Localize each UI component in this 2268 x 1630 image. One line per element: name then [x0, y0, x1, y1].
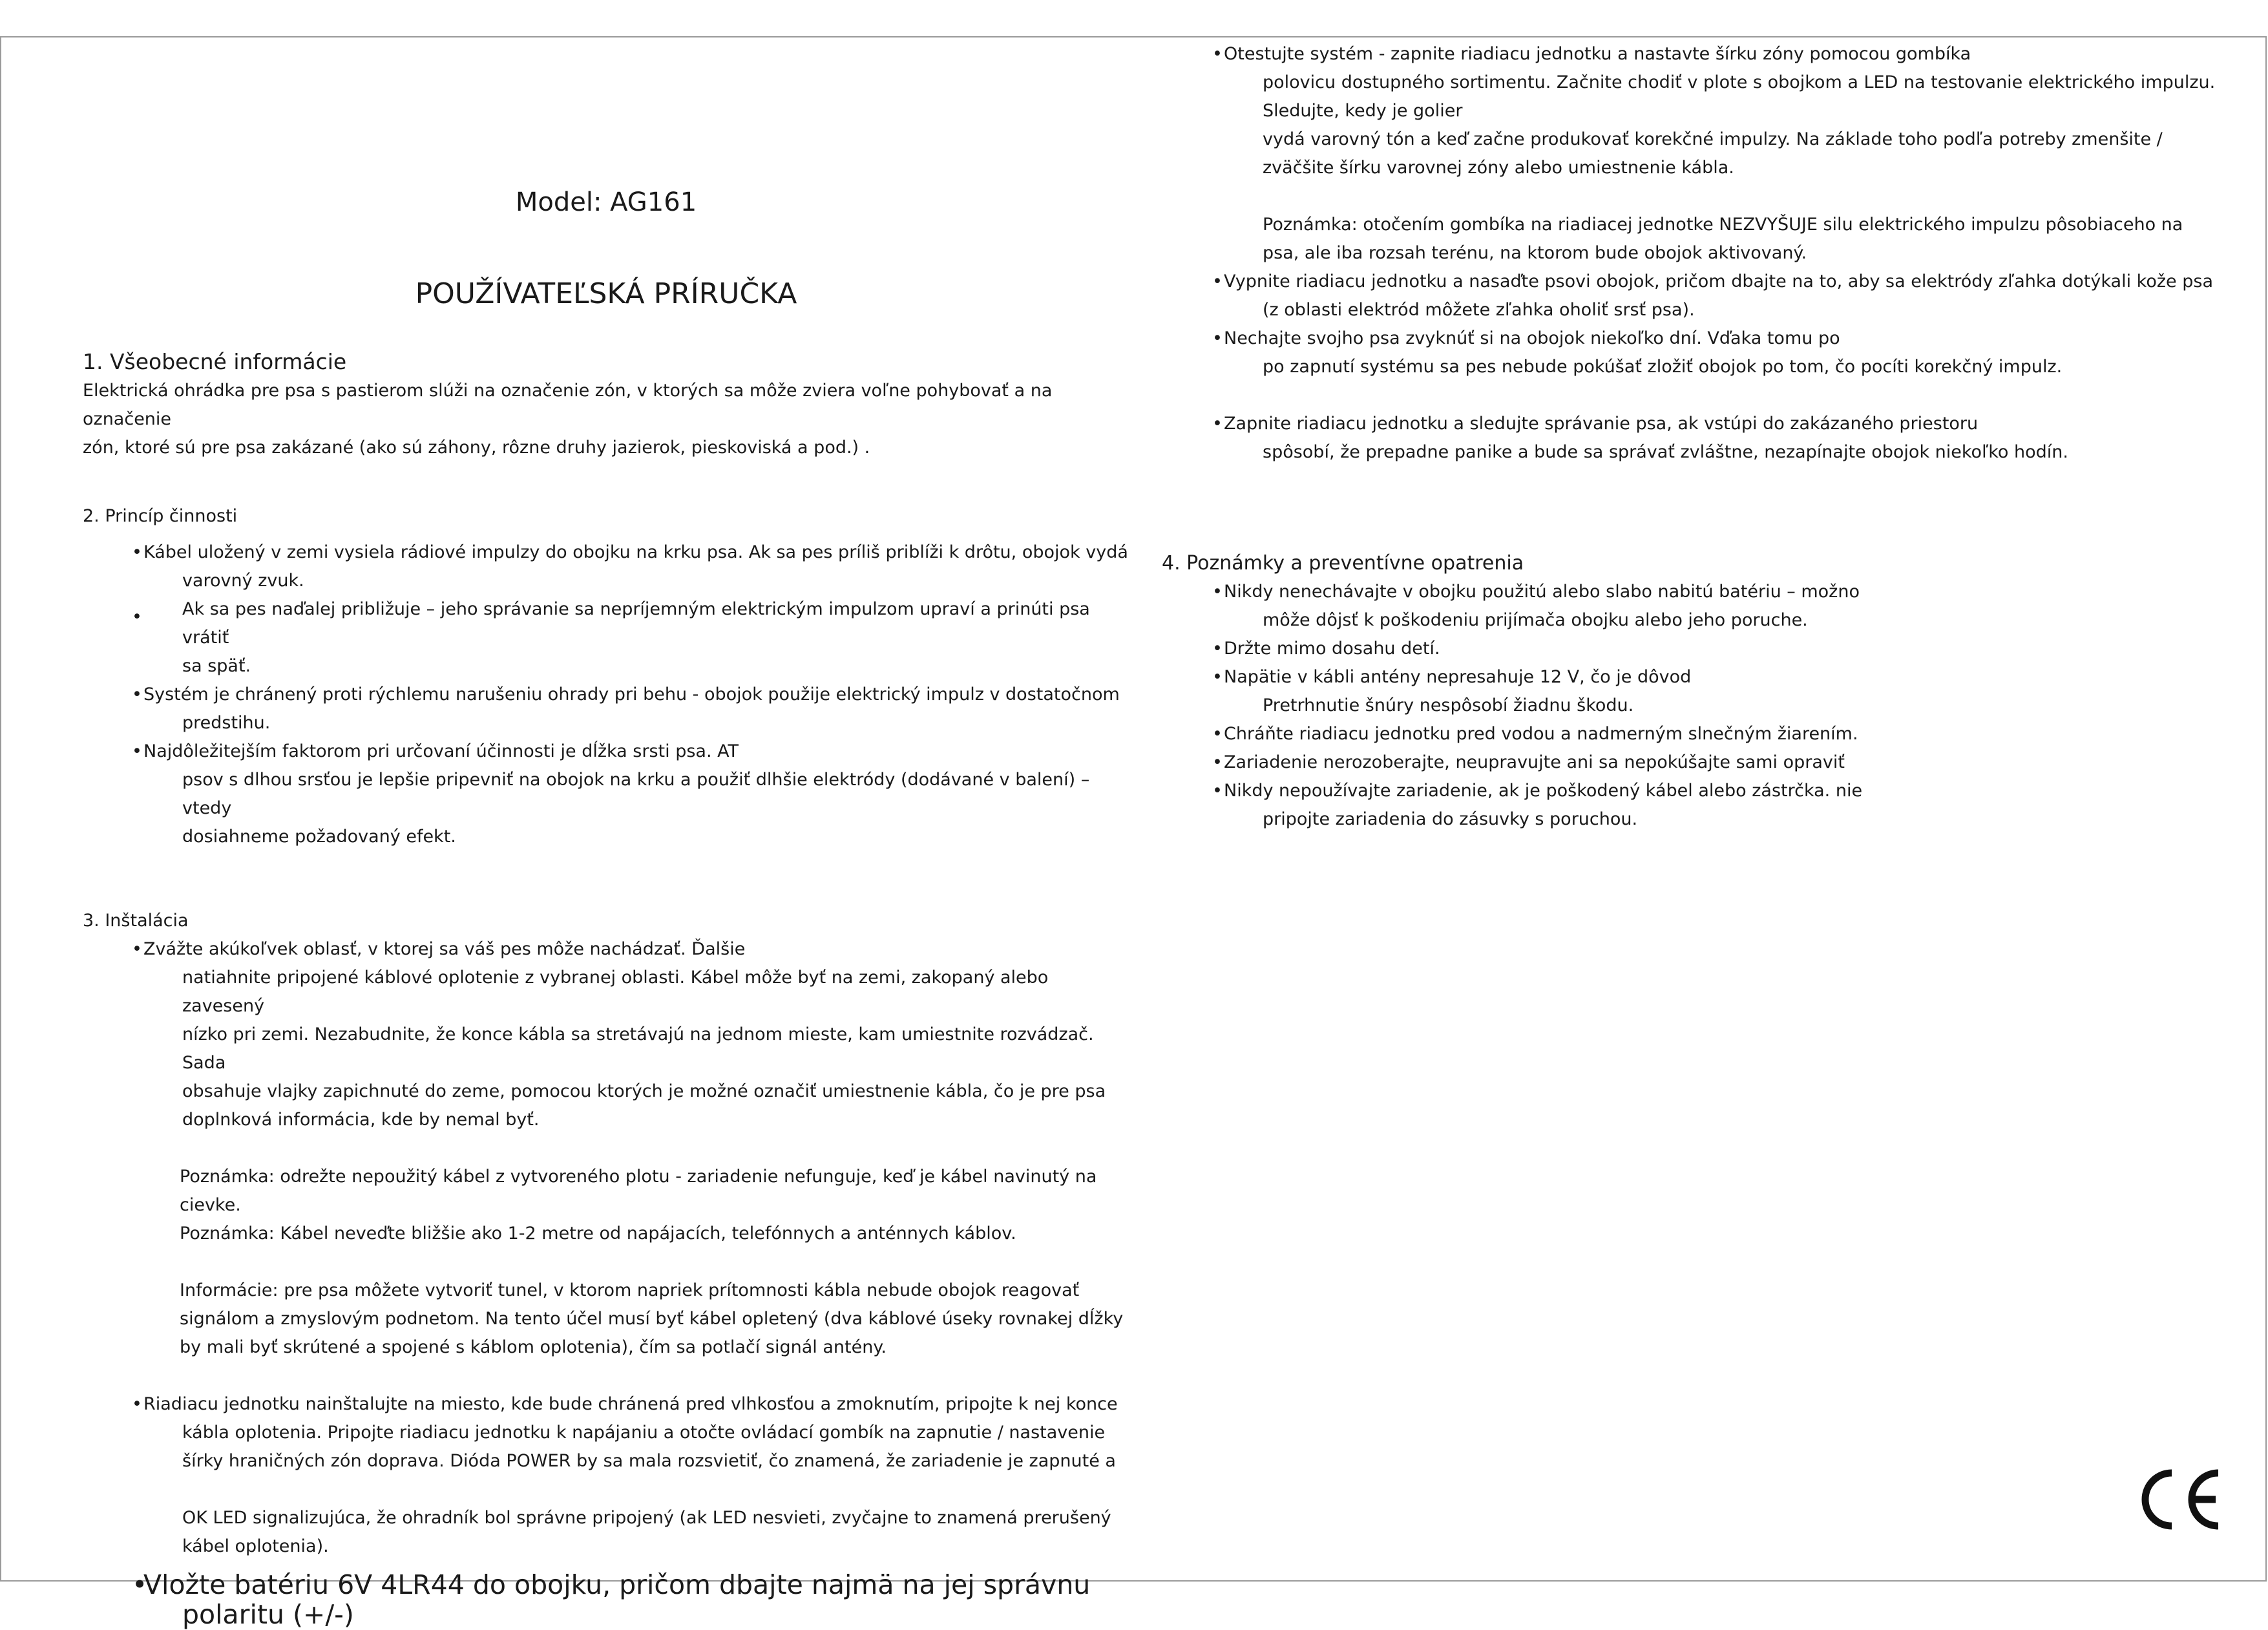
list-item: • Ak sa pes naďalej približuje – jeho správanie sa nepríjemným elektrickým impulzom upraví a prinúti psa vrátiť sa späť. — [132, 599, 1090, 676]
bullet-icon: • — [132, 684, 142, 704]
list-item: • Napätie v kábli antény nepresahuje 12 V, čo je dôvod Pretrhnutie šnúry nespôsobí žiadnu škodu. — [1163, 663, 2236, 720]
bullet-icon: • — [1212, 582, 1223, 602]
bullet-icon: • — [132, 1394, 142, 1414]
bullet-icon: • — [1212, 639, 1223, 659]
list-item: • Vypnite riadiacu jednotku a nasaďte psovi obojok, pričom dbajte na to, aby sa elektródy zľahka dotýkali kože psa (z oblasti elektród môžete zľahka oholiť srsť psa). — [1163, 268, 2236, 324]
note-line: Poznámka: Kábel neveďte bližšie ako 1-2 metre od napájacích, telefónnych a anténnych káblov. — [180, 1223, 1016, 1244]
section-2-heading: 2. Princíp činnosti — [83, 506, 238, 526]
section-1-heading: 1. Všeobecné informácie — [83, 349, 347, 374]
bullet-icon: • — [132, 542, 142, 562]
list-item: • Nikdy nepoužívajte zariadenie, ak je poškodený kábel alebo zástrčka. nie pripojte zariadenia do zásuvky s poruchou. — [1163, 777, 2236, 834]
list-item: • Vložte batériu 6V 4LR44 do obojku, pričom dbajte najmä na jej správnu polaritu (+/-) — [132, 1569, 1091, 1630]
bullet-icon: • — [1212, 271, 1223, 291]
list-item: • Zapnite riadiacu jednotku a sledujte správanie psa, ak vstúpi do zakázaného priestoru spôsobí, že prepadne panike a bude sa správať zvláštne, nezapínajte obojok niekoľko hodín. — [1163, 410, 2236, 467]
section-4-heading: 4. Poznámky a preventívne opatrenia — [1162, 552, 1524, 575]
bullet-icon: • — [1212, 667, 1223, 687]
list-item: • Nechajte svojho psa zvyknúť si na obojok niekoľko dní. Vďaka tomu po po zapnutí systému sa pes nebude pokúšať zložiť obojok po tom, čo pocíti korekčný impulz. — [1163, 324, 2236, 381]
note-line: Poznámka: odrežte nepoužitý kábel z vytvoreného plotu - zariadenie nefunguje, keď je kábel navinutý na — [180, 1167, 1097, 1187]
note-line: Poznámka: otočením gombíka na riadiacej jednotke NEZVYŠUJE silu elektrického impulzu pôsobiaceho na — [1263, 215, 2183, 235]
list-item: • Chráňte riadiacu jednotku pred vodou a nadmerným slnečným žiarením. — [1163, 720, 2236, 748]
bullet-icon: • — [1212, 414, 1223, 434]
bullet-icon: • — [132, 741, 142, 761]
bullet-icon: • — [132, 939, 142, 959]
list-item: • Riadiacu jednotku nainštalujte na miesto, kde bude chránená pred vlhkosťou a zmoknutím, pripojte k nej konce kábla oplotenia. Pripojte riadiacu jednotku k napájaniu a otočte ovládací gombík na zapnutie / nastavenie šírky hraničných zón doprava. Dióda POWER by sa mala rozsvietiť, čo znamená, že zariadenie je zapnuté a OK LED signalizujúca, že ohradník bol správne pripojený (ak LED nesvieti, zvyčajne to znamená prerušený kábel oplotenia). — [83, 1390, 1129, 1561]
note-line: cievke. — [180, 1195, 241, 1215]
list-item: • Držte mimo dosahu detí. — [1163, 635, 2236, 663]
list-item: • Zariadenie nerozoberajte, neupravujte ani sa nepokúšajte sami opraviť — [1163, 748, 2236, 777]
list-item: • Najdôležitejším faktorom pri určovaní účinnosti je dĺžka srsti psa. AT psov s dlhou srsťou je lepšie pripevniť na obojok na krku a použiť dlhšie elektródy (dodávané v balení) – vtedy dosiahneme požadovaný efekt. — [83, 737, 1129, 851]
list-item: • Kábel uložený v zemi vysiela rádiové impulzy do obojku na krku psa. Ak sa pes príliš priblíži k drôtu, obojok vydá varovný zvuk. — [83, 538, 1129, 595]
right-column — [1163, 40, 2236, 834]
page-title: POUŽÍVATEĽSKÁ PRÍRUČKA — [415, 277, 797, 310]
bullet-icon: • — [1212, 44, 1223, 64]
bullet-icon: • — [132, 607, 142, 627]
section-1-line: Elektrická ohrádka pre psa s pastierom slúži na označenie zón, v ktorých sa môže zviera voľne pohybovať a na označenie — [83, 381, 1053, 429]
list-item: • Nikdy nenechávajte v obojku použitú alebo slabo nabitú batériu – možno môže dôjsť k poškodeniu prijímača obojku alebo jeho poruche. — [1163, 578, 2236, 635]
bullet-icon: • — [1212, 328, 1223, 348]
info-line: Informácie: pre psa môžete vytvoriť tunel, v ktorom napriek prítomnosti kábla nebude obojok reagovať — [180, 1280, 1080, 1300]
model-number: Model: AG161 — [515, 187, 697, 217]
list-item: • Otestujte systém - zapnite riadiacu jednotku a nastavte šírku zóny pomocou gombíka polovicu dostupného sortimentu. Začnite chodiť v plote s obojkom a LED na testovanie elektrického impulzu. Sledujte, kedy je golier vydá varovný tón a keď začne produkovať korekčné impulzy. Na základe toho podľa potreby zmenšite / zväčšite šírku varovnej zóny alebo umiestnenie kábla. — [1163, 40, 2236, 182]
section-3-heading: 3. Inštalácia — [83, 911, 189, 931]
list-item: • Systém je chránený proti rýchlemu narušeniu ohrady pri behu - obojok použije elektrický impulz v dostatočnom predstihu. — [83, 681, 1129, 737]
section-1-line: zón, ktoré sú pre psa zakázané (ako sú záhony, rôzne druhy jazierok, pieskoviská a pod.) . — [83, 438, 870, 458]
list-item: • Zvážte akúkoľvek oblasť, v ktorej sa váš pes môže nachádzať. Ďalšie natiahnite pripojené káblové oplotenie z vybranej oblasti. Kábel môže byť na zemi, zakopaný alebo zavesený nízko pri zemi. Nezabudnite, že konce kábla sa stretávajú na jednom mieste, kam umiestnite rozvádzač. Sada obsahuje vlajky zapichnuté do zeme, pomocou ktorých je možné označiť umiestnenie kábla, čo je pre psa doplnková informácia, kde by nemal byť. — [83, 935, 1129, 1134]
bullet-icon: • — [132, 1569, 148, 1600]
bullet-icon: • — [1212, 781, 1223, 801]
info-line: by mali byť skrútené a spojené s káblom oplotenia), čím sa potlačí signál antény. — [180, 1337, 887, 1357]
note-line: psa, ale iba rozsah terénu, na ktorom bude obojok aktivovaný. — [1263, 243, 1807, 263]
ce-mark-icon — [2136, 1464, 2223, 1535]
bullet-icon: • — [1212, 752, 1223, 772]
info-line: signálom a zmyslovým podnetom. Na tento účel musí byť kábel opletený (dva káblové úseky rovnakej dĺžky — [180, 1309, 1124, 1329]
bullet-icon: • — [1212, 724, 1223, 744]
left-column — [83, 37, 1129, 1629]
